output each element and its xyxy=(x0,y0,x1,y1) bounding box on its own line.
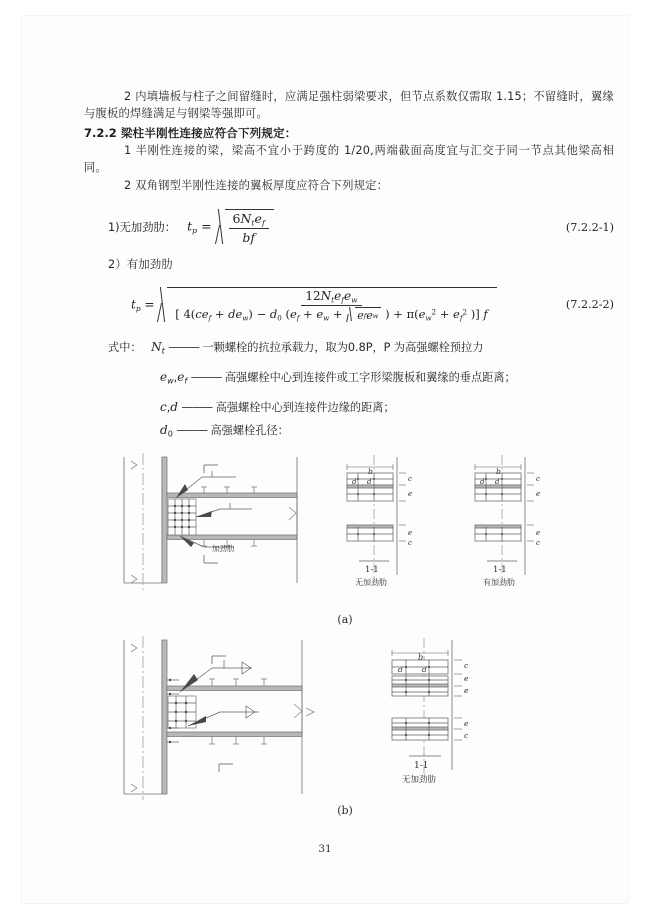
definition-text-3: 高强螺栓中心到连接件边缘的距离； xyxy=(215,400,395,414)
clause-number: 7.2.2 xyxy=(84,125,117,140)
fig-a-sec2-dim-e2: e xyxy=(536,529,541,538)
figure-b-drawing xyxy=(84,634,614,814)
definition-text-2: 高强螺栓中心到连接件或工字形梁腹板和翼缘的垂点距离； xyxy=(224,370,516,384)
definition-row-3: c,d ——— 高强螺栓中心到连接件边缘的距离； xyxy=(160,399,395,414)
fig-a-sec1-dim-d2: d xyxy=(367,478,372,487)
fig-b-sec-dim-c1: c xyxy=(464,661,469,671)
fig-a-sec2-dim-d1: d xyxy=(480,478,485,487)
sqrt-symbol-2 xyxy=(158,287,496,323)
fig-a-sec2-dim-c2: c xyxy=(536,539,540,548)
def-dash-4: ——— xyxy=(176,423,207,437)
fig-b-sec-dim-e1: e xyxy=(464,674,469,684)
def-dash-3: ——— xyxy=(181,400,213,414)
fig-a-sec1-dim-b: b xyxy=(368,467,373,477)
formula-7-2-2-1 xyxy=(84,210,614,244)
figure-b xyxy=(84,634,614,817)
page-content xyxy=(84,88,614,817)
fig-a-sec2-dim-e1: e xyxy=(536,490,541,499)
fig-a-sec1-dim-d1: d xyxy=(352,478,357,487)
fig-a-sec1-dim-e1: e xyxy=(408,490,413,499)
definition-row-4: $d_0$ ——— 高强螺栓孔径： xyxy=(160,422,289,439)
fig-b-sec-subtitle: 无加劲肋 xyxy=(402,775,437,786)
fig-a-sec2-dim-c1: c xyxy=(536,475,540,484)
fig-a-sec2-dim-d2: d xyxy=(495,478,500,487)
fraction-1: $\frac{6N_te_f}{bf}$ xyxy=(229,211,269,245)
fig-a-sec2-subtitle: 有加劲肋 xyxy=(483,578,515,588)
page-sheet xyxy=(22,16,628,903)
radical-glyph xyxy=(216,209,225,245)
figure-a-callout-label: 加劲肋 xyxy=(212,544,235,554)
fig-b-sec-title: 1-1 xyxy=(414,761,429,772)
clause-item-2: 2 双角钢型半刚性连接的翼板厚度应符合下列规定： xyxy=(124,178,389,192)
formula-2-lead: 2）有加劲肋 xyxy=(108,258,173,272)
formula-1-expression: $t_p$ = $\frac{6N_te_f}{bf}$ xyxy=(184,209,277,245)
formula-1-number: (7.2.2-1) xyxy=(565,220,614,234)
formula-1-lead: 1)无加劲肋： xyxy=(108,221,177,235)
fig-a-sec2-title: 1-1 xyxy=(493,565,507,576)
definition-row-1: 式中： $N_t$ ——— 一颗螺栓的抗拉承载力，取为0.8P，P 为高强螺栓预拉力 xyxy=(108,340,484,356)
definition-text-4: 高强螺栓孔径： xyxy=(210,423,289,437)
fig-a-sec1-dim-e2: e xyxy=(408,529,413,538)
paragraph-clause-2: 2 内填墙板与柱子之间留缝时，应满足强柱弱梁要求，但节点系数仅需取 1.15；不留缝时，翼缘与腹板的焊缝满足与钢梁等强即可。 xyxy=(84,90,614,121)
sqrt-symbol xyxy=(216,209,274,245)
figure-a-drawing xyxy=(84,451,614,631)
figure-b-caption: (b) xyxy=(337,804,353,818)
fig-b-sec-dim-d2: d xyxy=(422,665,427,675)
definition-text-1: 一颗螺栓的抗拉承载力，取为0.8P，P 为高强螺栓预拉力 xyxy=(202,341,484,355)
fig-b-sec-dim-e2: e xyxy=(464,686,469,696)
fig-a-sec1-dim-c2: c xyxy=(408,539,412,548)
fig-b-sec-dim-e3: e xyxy=(464,719,469,729)
fig-a-sec2-dim-b: b xyxy=(496,467,501,477)
radical-glyph-2 xyxy=(158,287,167,323)
clause-heading-722 xyxy=(84,124,614,142)
formula-2-expression: $t_p$ = $12N_te_fe_w$ [ $4(ce_f + de_w) - d_0$ ($e_f + e_w$ + e f e w ) + $\pi(e_w^2 + e_f^2$ )] f xyxy=(128,287,500,323)
page-number: 31 xyxy=(318,843,332,855)
def-dash-1: ——— xyxy=(168,341,199,355)
clause-title: 梁柱半刚性连接应符合下列规定： xyxy=(120,125,297,140)
figure-a xyxy=(84,451,614,626)
fig-a-sec1-title: 1-1 xyxy=(365,565,379,576)
fig-b-sec-dim-b: b xyxy=(418,653,424,663)
formula-7-2-2-2 xyxy=(84,281,614,327)
definitions-label: 式中： xyxy=(108,341,142,355)
figure-a-caption: (a) xyxy=(337,613,353,627)
radical-glyph-3 xyxy=(346,307,355,322)
formula-2-number: (7.2.2-2) xyxy=(565,297,614,311)
def-dash-2: ——— xyxy=(190,370,222,384)
definition-row-2: $e_w,e_f$ ——— 高强螺栓中心到连接件或工字形梁腹板和翼缘的垂点距离； xyxy=(160,369,516,386)
fig-b-sec-dim-d1: d xyxy=(398,665,403,675)
definitions-block xyxy=(84,339,614,442)
clause-item-1: 1 半刚性连接的梁，梁高不宜小于跨度的 1/20,两端截面高度宜与汇交于同一节点其他梁高相同。 xyxy=(84,143,614,175)
fig-b-sec-dim-c2: c xyxy=(464,731,469,741)
fig-a-sec1-dim-c1: c xyxy=(408,475,412,484)
fraction-2: $12N_te_fe_w$ [ $4(ce_f + de_w) - d_0$ ($e_f + e_w$ + e f e w ) + $\pi(e_w^2 + e_f^2$ )] f xyxy=(175,288,488,323)
fig-a-sec1-subtitle: 无加劲肋 xyxy=(355,578,387,588)
